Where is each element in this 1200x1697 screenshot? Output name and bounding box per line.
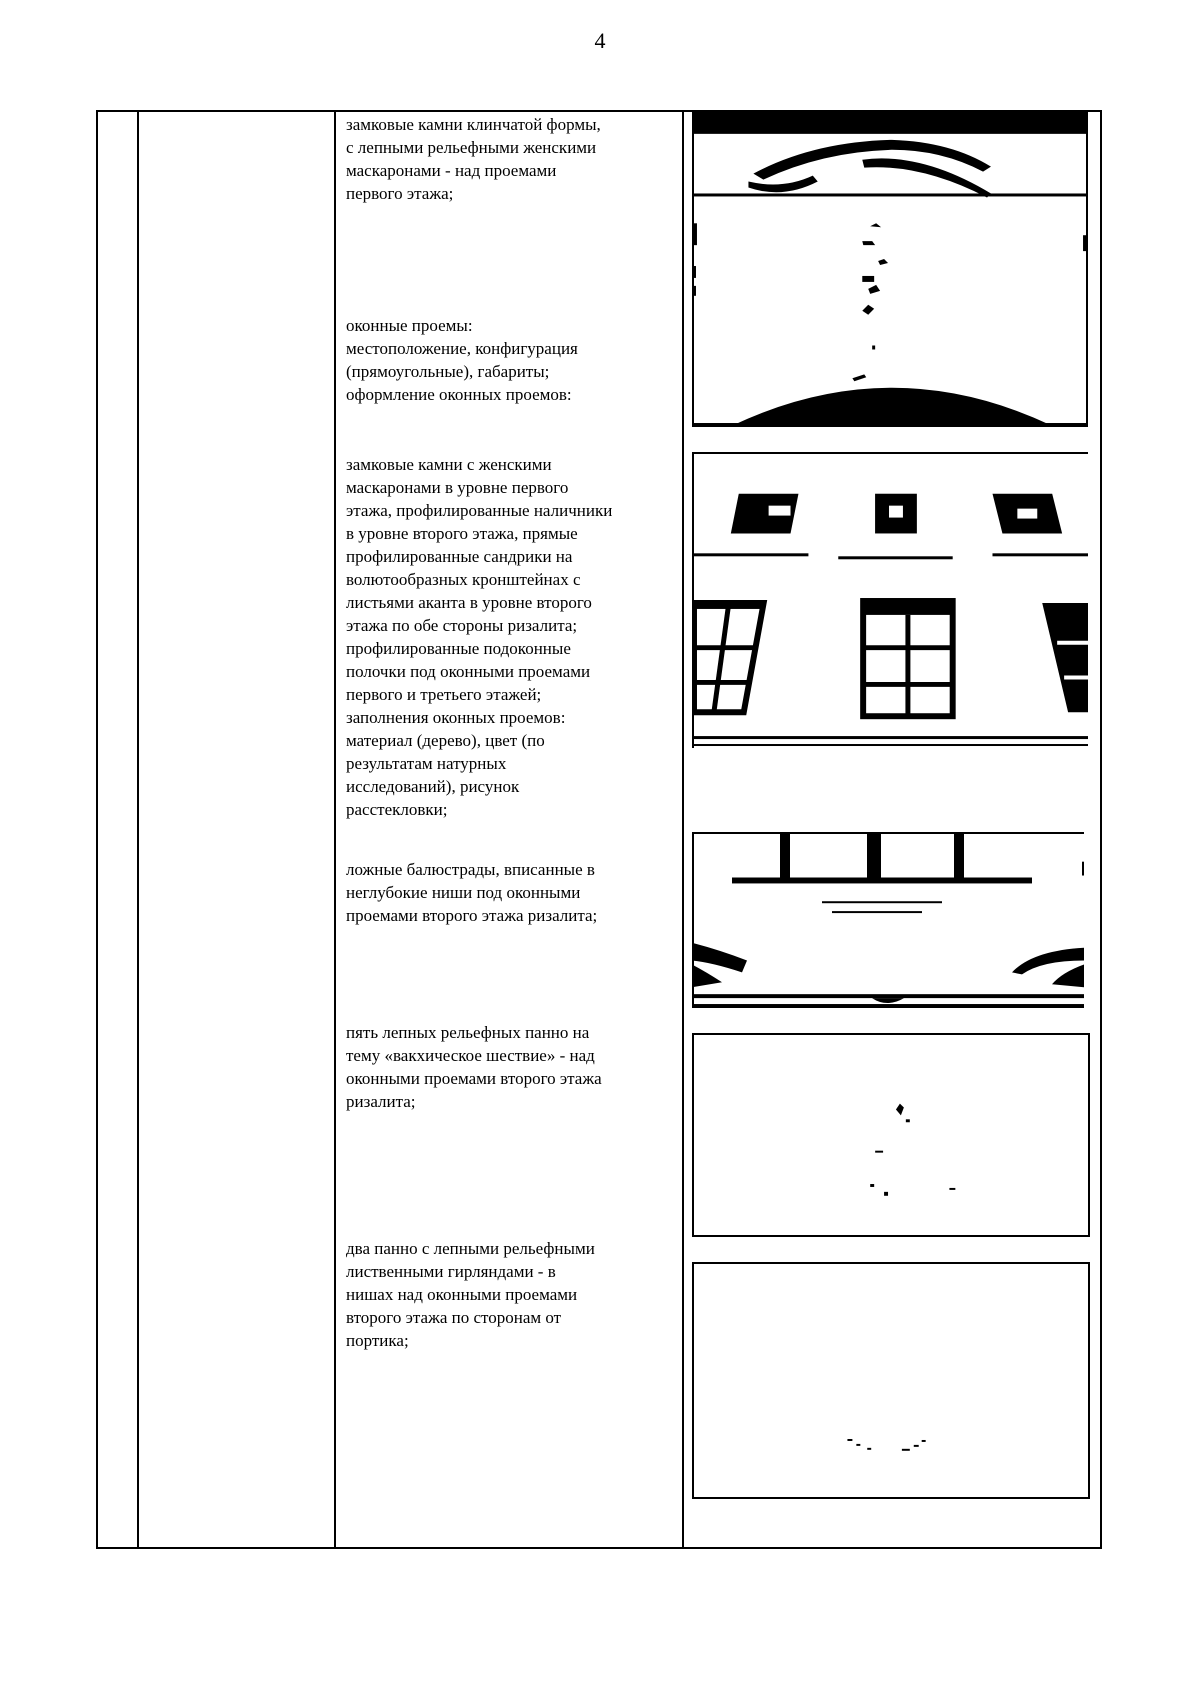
text-line: тему «вакхическое шествие» - над: [346, 1046, 595, 1065]
text-line: проемами второго этажа ризалита;: [346, 906, 598, 925]
text-line: результатам натурных: [346, 754, 507, 773]
text-line: в уровне второго этажа, прямые: [346, 524, 578, 543]
text-line: оконные проемы:: [346, 316, 473, 335]
item-balustrades-text: [346, 858, 670, 927]
text-line: полочки под оконными проемами: [346, 662, 591, 681]
item-keystones-text: [346, 113, 670, 205]
balustrade-niche-photo: [692, 832, 1084, 1008]
facade-windows-photo: [692, 452, 1088, 748]
bacchic-panel-photo: [692, 1033, 1090, 1237]
text-line: неглубокие ниши под оконными: [346, 883, 581, 902]
text-line: заполнения оконных проемов:: [346, 708, 566, 727]
text-line: волютообразных кронштейнах с: [346, 570, 581, 589]
page-number: 4: [594, 28, 606, 53]
item-window-openings-text: [346, 314, 670, 406]
text-line: профилированные сандрики на: [346, 547, 573, 566]
text-line: этажа по обе стороны ризалита;: [346, 616, 578, 635]
text-line: (прямоугольные), габариты;: [346, 362, 550, 381]
item-garland-panels-text: [346, 1237, 670, 1352]
text-line: профилированные подоконные: [346, 639, 571, 658]
text-line: маскаронами в уровне первого: [346, 478, 569, 497]
text-line: маскаронами - над проемами: [346, 161, 557, 180]
text-line: второго этажа по сторонам от: [346, 1308, 562, 1327]
text-line: материал (дерево), цвет (по: [346, 731, 545, 750]
text-line: исследований), рисунок: [346, 777, 520, 796]
column-divider: [682, 112, 684, 1547]
item-bacchic-panels-text: [346, 1021, 670, 1113]
text-line: ризалита;: [346, 1092, 416, 1111]
text-line: этажа, профилированные наличники: [346, 501, 613, 520]
text-line: оконными проемами второго этажа: [346, 1069, 602, 1088]
text-line: расстекловки;: [346, 800, 448, 819]
text-line: ложные балюстрады, вписанные в: [346, 860, 595, 879]
text-line: первого и третьего этажей;: [346, 685, 542, 704]
garland-panel-photo: [692, 1262, 1090, 1499]
text-line: пять лепных рельефных панно на: [346, 1023, 590, 1042]
text-line: листьями аканта в уровне второго: [346, 593, 592, 612]
text-line: замковые камни с женскими: [346, 455, 552, 474]
text-line: с лепными рельефными женскими: [346, 138, 597, 157]
text-line: оформление оконных проемов:: [346, 385, 572, 404]
text-line: первого этажа;: [346, 184, 454, 203]
text-line: два панно с лепными рельефными: [346, 1239, 595, 1258]
column-divider: [137, 112, 139, 1547]
column-divider: [334, 112, 336, 1547]
text-line: лиственными гирляндами - в: [346, 1262, 556, 1281]
text-line: портика;: [346, 1331, 409, 1350]
text-line: замковые камни клинчатой формы,: [346, 115, 601, 134]
keystone-mascaron-photo: [692, 112, 1088, 427]
text-line: нишах над оконными проемами: [346, 1285, 578, 1304]
item-window-decor-text: [346, 453, 670, 821]
text-line: местоположение, конфигурация: [346, 339, 578, 358]
